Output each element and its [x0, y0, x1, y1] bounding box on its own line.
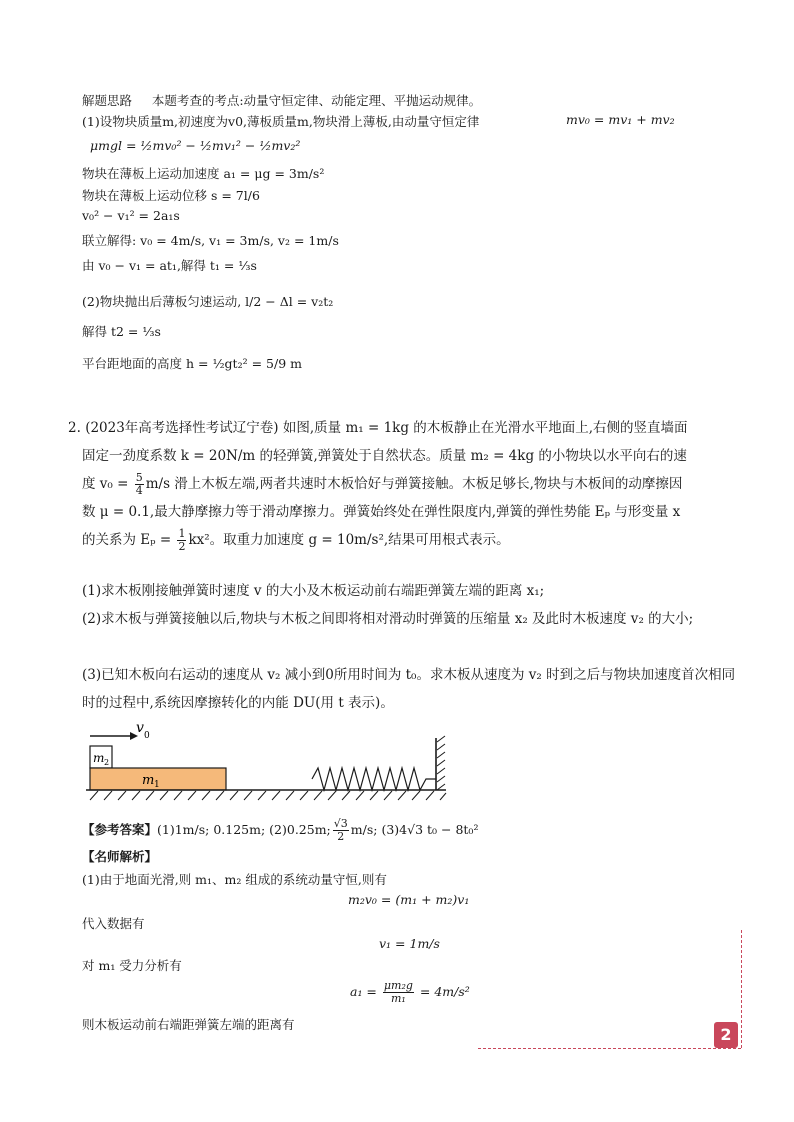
- ground-hatching: [90, 791, 446, 800]
- analysis-eq-2: v₁ = 1m/s: [379, 936, 440, 951]
- wall-hatching: [437, 736, 445, 790]
- question-2: (2)求木板与弹簧接触以后,物块与木板之间即将相对滑动时弹簧的压缩量 x₂ 及此时木板速度 v₂ 的大小;: [82, 611, 694, 627]
- m1-label: m: [142, 773, 155, 788]
- solution-line-7: 由 v₀ − v₁ = at₁,解得 t₁ = ⅓s: [82, 258, 257, 273]
- problem-line-2: 固定一劲度系数 k = 20N/m 的轻弹簧,弹簧处于自然状态。质量 m₂ = 4kg 的小物块以水平向右的速: [82, 448, 687, 464]
- energy-equation: μmgl = ½mv₀² − ½mv₁² − ½mv₂²: [90, 138, 301, 153]
- solution-line-9: 解得 t2 = ⅓s: [82, 324, 161, 339]
- analysis-eq-1: m₂v₀ = (m₁ + m₂)v₁: [348, 892, 470, 907]
- v0-sub: 0: [144, 731, 150, 741]
- m1-sub: 1: [154, 780, 160, 790]
- analysis-line-1: (1)由于地面光滑,则 m₁、m₂ 组成的系统动量守恒,则有: [82, 872, 387, 887]
- fraction-1-2: $\frac{1}{2}$: [178, 527, 186, 553]
- problem-line-5: 的关系为 Eₚ = $\frac{1}{2}$ kx²。取重力加速度 g = 10m/s²,结果可用根式表示。: [82, 527, 510, 553]
- solution-title: 解题思路: [82, 93, 133, 108]
- solution-line-4: 物块在薄板上运动位移 s = 7l/6: [82, 188, 260, 203]
- problem-number: 2.: [68, 420, 81, 436]
- solution-line-3: 物块在薄板上运动加速度 a₁ = μg = 3m/s²: [82, 166, 325, 181]
- m2-label: m: [93, 751, 105, 765]
- solution-intro: [82, 91, 481, 109]
- analysis-label: 【名师解析】: [82, 849, 158, 864]
- solution-line-6: 联立解得: v₀ = 4m/s, v₁ = 3m/s, v₂ = 1m/s: [82, 233, 339, 248]
- m2-sub: 2: [104, 758, 110, 767]
- problem-2: [68, 414, 740, 554]
- analysis-line-4: 则木板运动前右端距弹簧左端的距离有: [82, 1017, 295, 1032]
- analysis-line-3: 对 m₁ 受力分析有: [82, 958, 182, 973]
- solution-text: 本题考查的考点:动量守恒定律、动能定理、平抛运动规律。: [151, 93, 482, 108]
- page-number: 2: [714, 1022, 738, 1048]
- fraction-5-4: $\frac{5}{4}$: [135, 471, 143, 497]
- problem-line-1: [68, 414, 740, 442]
- problem-line-3: 度 v₀ = $\frac{5}{4}$ m/s 滑上木板左端,两者共速时木板恰好与弹簧接触。木板足够长,物块与木板间的动摩擦因: [82, 471, 683, 497]
- spring: [312, 768, 436, 790]
- analysis-line-2: 代入数据有: [82, 916, 145, 931]
- reference-answer: 【参考答案】(1)1m/s; 0.125m; (2)0.25m; $\frac{√3}{2}$ m/s; (3)4√3 t₀ − 8t₀²: [82, 817, 479, 843]
- problem-line-4: 数 μ = 0.1,最大静摩擦力等于滑动摩擦力。弹簧始终处在弹性限度内,弹簧的弹性势能 Eₚ 与形变量 x: [82, 504, 681, 520]
- solution-line-10: 平台距地面的高度 h = ½gt₂² = 5/9 m: [82, 356, 302, 371]
- page-corner-dash-vertical: [741, 930, 742, 1048]
- analysis-eq-3: a₁ = $\frac{\text{μm₂g}}{\text{m₁}}$ = 4m/s²: [350, 979, 470, 1005]
- answer-fraction: $\frac{√3}{2}$: [333, 817, 348, 843]
- momentum-equation: mv₀ = mv₁ + mv₂: [566, 112, 675, 127]
- page-corner-dash-horizontal: [478, 1048, 741, 1049]
- solution-line-8: (2)物块抛出后薄板匀速运动, l/2 − Δl = v₂t₂: [82, 294, 334, 309]
- spring-block-figure: [80, 718, 460, 804]
- solution-line-1: (1)设物块质量m,初速度为v0,薄板质量m,物块滑上薄板,由动量守恒定律: [82, 114, 480, 129]
- question-1: (1)求木板刚接触弹簧时速度 v 的大小及木板运动前右端距弹簧左端的距离 x₁;: [82, 583, 545, 599]
- v0-label: v: [136, 720, 144, 736]
- solution-line-5: v₀² − v₁² = 2a₁s: [82, 208, 180, 223]
- question-3: (3)已知木板向右运动的速度从 v₂ 减小到0所用时间为 t₀。求木板从速度为 v₂ 时到之后与物块加速度首次相同时的过程中,系统因摩擦转化的内能 DU(用 t 表示)。: [82, 667, 736, 711]
- problem-text-1: 如图,质量 m₁ = 1kg 的木板静止在光滑水平地面上,右侧的竖直墙面: [282, 420, 688, 436]
- problem-source: (2023年高考选择性考试辽宁卷): [85, 420, 279, 436]
- answer-label: 【参考答案】: [82, 822, 158, 837]
